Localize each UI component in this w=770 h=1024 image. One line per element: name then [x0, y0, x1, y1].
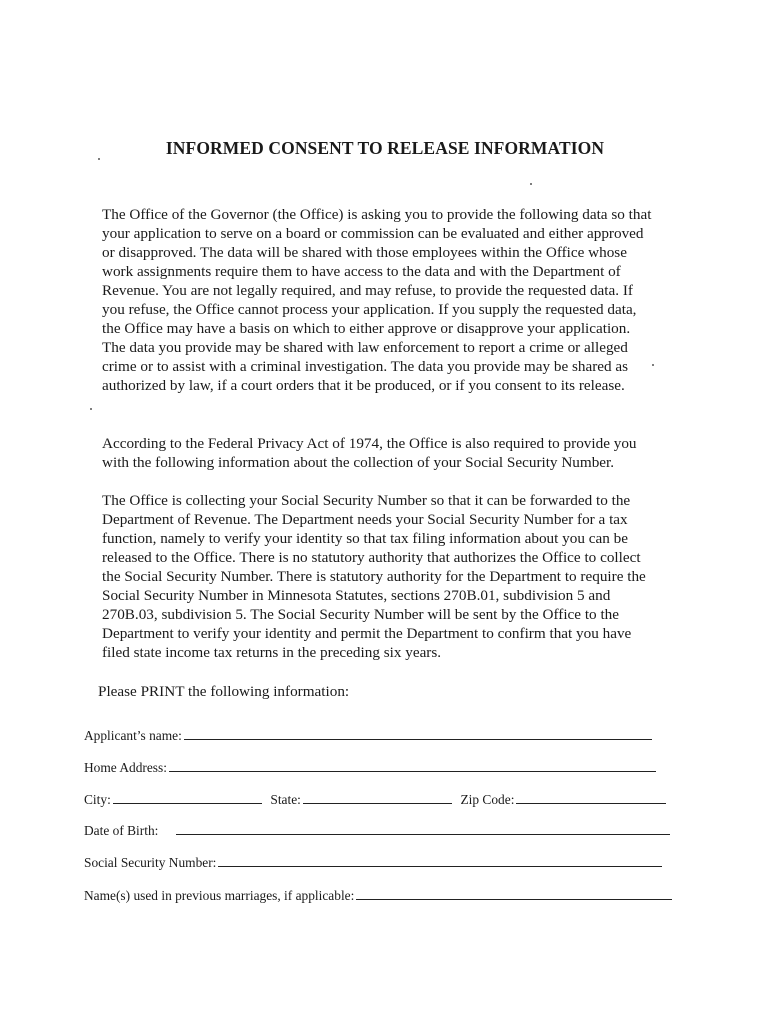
- home-address-label: Home Address:: [84, 760, 167, 775]
- previous-names-label: Name(s) used in previous marriages, if applicable:: [84, 888, 355, 903]
- city-label: City:: [84, 792, 111, 807]
- previous-names-line[interactable]: [356, 898, 672, 900]
- scan-speck: [530, 183, 532, 185]
- dob-field[interactable]: [84, 819, 670, 839]
- state-line[interactable]: [303, 802, 453, 804]
- scan-speck: [98, 158, 100, 160]
- document-title: INFORMED CONSENT TO RELEASE INFORMATION: [165, 138, 605, 158]
- dob-line[interactable]: [176, 833, 670, 835]
- previous-names-field[interactable]: [84, 884, 672, 904]
- zip-line[interactable]: [516, 802, 666, 804]
- applicant-name-label: Applicant’s name:: [84, 728, 182, 743]
- city-line[interactable]: [113, 802, 263, 804]
- home-address-line[interactable]: [169, 770, 656, 772]
- applicant-name-field[interactable]: [84, 724, 652, 744]
- scan-speck: [652, 364, 654, 366]
- home-address-field[interactable]: [84, 756, 656, 776]
- city-state-zip-row: [84, 788, 666, 808]
- ssn-line[interactable]: [218, 865, 662, 867]
- print-instruction: Please PRINT the following information:: [98, 683, 350, 700]
- state-label: State:: [270, 792, 301, 807]
- paragraph-ssn-collection: The Office is collecting your Social Security Number so that it can be forwarded to the Department of Revenue. The Department needs your Social Security Number for a tax function, namely to verify your identity so that tax filing information about you can be released to the Office. There is no statutory authority that authorizes the Office to collect the Social Security Number. There is statutory authority for the Department to require the Social Security Number in Minnesota Statutes, sections 270B.01, subdivision 5 and 270B.03, subdivision 5. The Social Security Number will be sent by the Office to the Department to verify your identity and permit the Department to confirm that you have filed state income tax returns in the preceding six years.: [102, 492, 646, 661]
- paragraph-data-use: The Office of the Governor (the Office) is asking you to provide the following data so that your application to serve on a board or commission can be evaluated and either approved or disapproved. The data will be shared with those employees within the Office whose work assignments require them to have access to the data and with the Department of Revenue. You are not legally required, and may refuse, to provide the requested data. If you refuse, the Office cannot process your application. If you supply the requested data, the Office may have a basis on which to either approve or disapprove your application. The data you provide may be shared with law enforcement to report a crime or alleged crime or to assist with a criminal investigation. The data you provide may be shared as authorized by law, if a court orders that it be produced, or if you consent to its release.: [102, 206, 652, 394]
- ssn-label: Social Security Number:: [84, 855, 217, 870]
- paragraph-privacy-act: According to the Federal Privacy Act of 1974, the Office is also required to provide you with the following information about the collection of your Social Security Number.: [102, 435, 637, 471]
- scan-speck: [90, 408, 92, 410]
- ssn-field[interactable]: [84, 851, 662, 871]
- applicant-name-line[interactable]: [184, 738, 652, 740]
- zip-label: Zip Code:: [460, 792, 515, 807]
- dob-label: Date of Birth:: [84, 823, 159, 838]
